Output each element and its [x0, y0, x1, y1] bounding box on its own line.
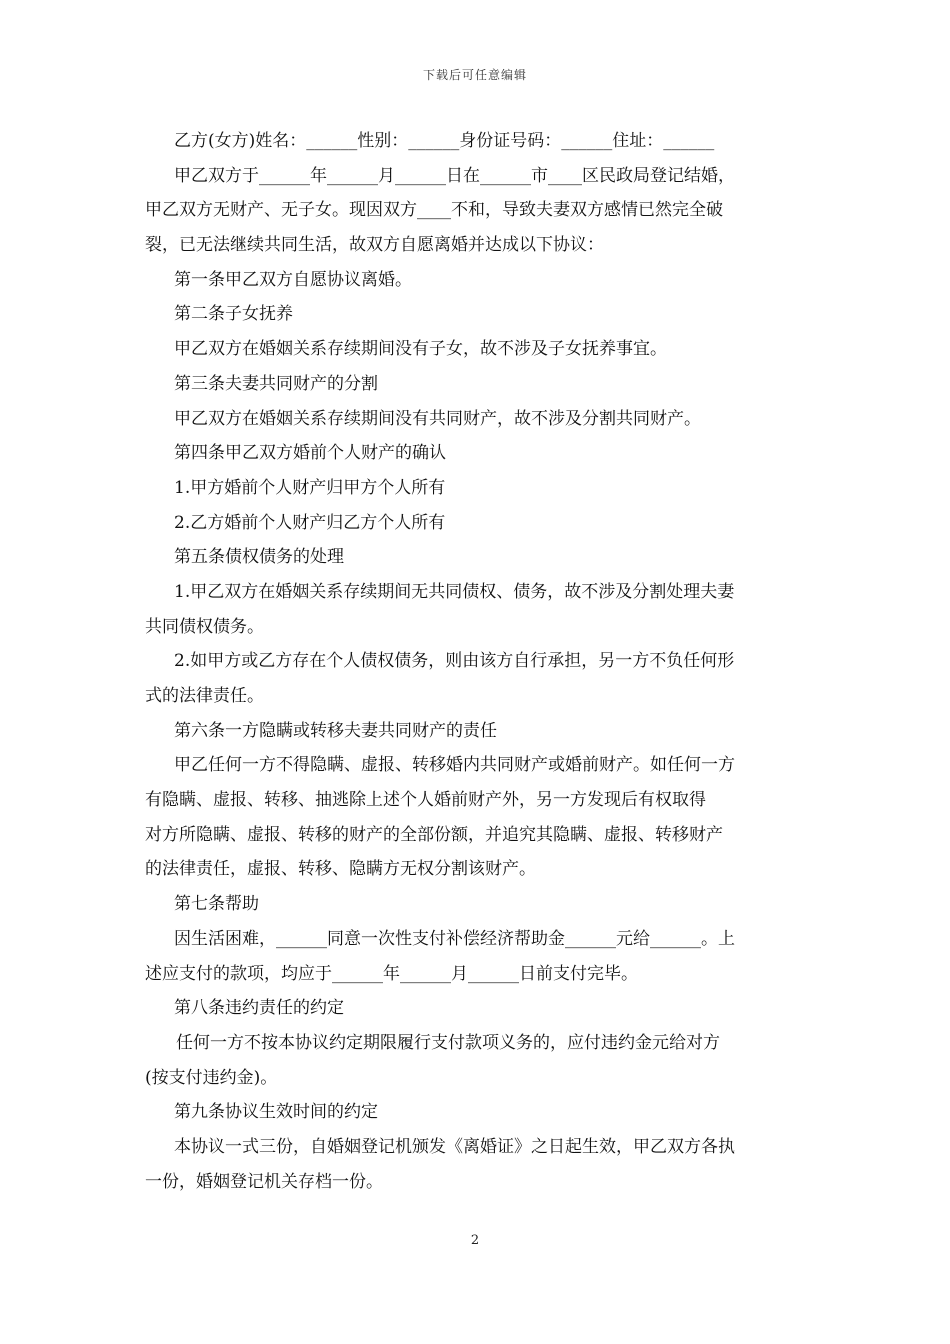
list-item: 1.甲乙双方在婚姻关系存续期间无共同债权、债务，故不涉及分割处理夫妻 — [174, 581, 735, 602]
paragraph-line: 共同债权债务。 — [145, 616, 264, 637]
article-heading: 第九条协议生效时间的约定 — [174, 1102, 378, 1123]
article-heading: 第三条夫妻共同财产的分割 — [174, 373, 378, 394]
article-heading: 第七条帮助 — [174, 894, 259, 915]
article-heading: 第四条甲乙双方婚前个人财产的确认 — [174, 443, 446, 464]
paragraph-line: 甲乙双方无财产、无子女。现因双方____不和，导致夫妻双方感情已然完全破 — [145, 200, 723, 221]
paragraph-line: 因生活困难，______同意一次性支付补偿经济帮助金______元给______。上 — [174, 928, 735, 949]
document-body — [145, 124, 810, 1199]
party-b-info-line: 乙方(女方)姓名：______性别：______身份证号码：______住址：______ — [174, 131, 715, 151]
paragraph-line: 甲乙双方于______年______月______日在______市____区民政局登记结婚， — [174, 165, 735, 186]
list-item: 1.甲方婚前个人财产归甲方个人所有 — [174, 477, 446, 498]
article-heading: 第五条债权债务的处理 — [174, 547, 344, 568]
paragraph-line: 有隐瞒、虚报、转移、抽逃除上述个人婚前财产外，另一方发现后有权取得 — [145, 790, 706, 811]
paragraph-line: 本协议一式三份，自婚姻登记机颁发《离婚证》之日起生效，甲乙双方各执 — [174, 1136, 735, 1157]
article-heading: 第六条一方隐瞒或转移夫妻共同财产的责任 — [174, 720, 497, 741]
page-number: 2 — [470, 1233, 480, 1248]
article-heading: 第一条甲乙双方自愿协议离婚。 — [174, 269, 412, 290]
paragraph-line: 对方所隐瞒、虚报、转移的财产的全部份额，并追究其隐瞒、虚报、转移财产 — [145, 824, 723, 845]
paragraph-line: 的法律责任，虚报、转移、隐瞒方无权分割该财产。 — [145, 859, 536, 880]
article-heading: 第八条违约责任的约定 — [174, 998, 344, 1019]
list-item: 2.乙方婚前个人财产归乙方个人所有 — [174, 512, 446, 533]
paragraph-line: 裂，已无法继续共同生活，故双方自愿离婚并达成以下协议： — [145, 235, 604, 256]
list-item: 2.如甲方或乙方存在个人债权债务，则由该方自行承担，另一方不负任何形 — [174, 651, 735, 672]
paragraph-line: 述应支付的款项，均应于______年______月______日前支付完毕。 — [145, 963, 638, 984]
paragraph-line: 甲乙双方在婚姻关系存续期间没有子女，故不涉及子女抚养事宜。 — [174, 339, 667, 360]
paragraph-line: 一份，婚姻登记机关存档一份。 — [145, 1171, 383, 1192]
paragraph-line: 甲乙任何一方不得隐瞒、虚报、转移婚内共同财产或婚前财产。如任何一方 — [174, 755, 735, 776]
page-header-note: 下载后可任意编辑 — [422, 68, 527, 82]
paragraph-line: 甲乙双方在婚姻关系存续期间没有共同财产，故不涉及分割共同财产。 — [174, 408, 701, 429]
paragraph-line: 式的法律责任。 — [145, 686, 264, 706]
paragraph-line: 任何一方不按本协议约定期限履行支付款项义务的，应付违约金元给对方 — [176, 1032, 720, 1053]
paragraph-line: (按支付违约金)。 — [145, 1067, 278, 1088]
article-heading: 第二条子女抚养 — [174, 304, 293, 325]
